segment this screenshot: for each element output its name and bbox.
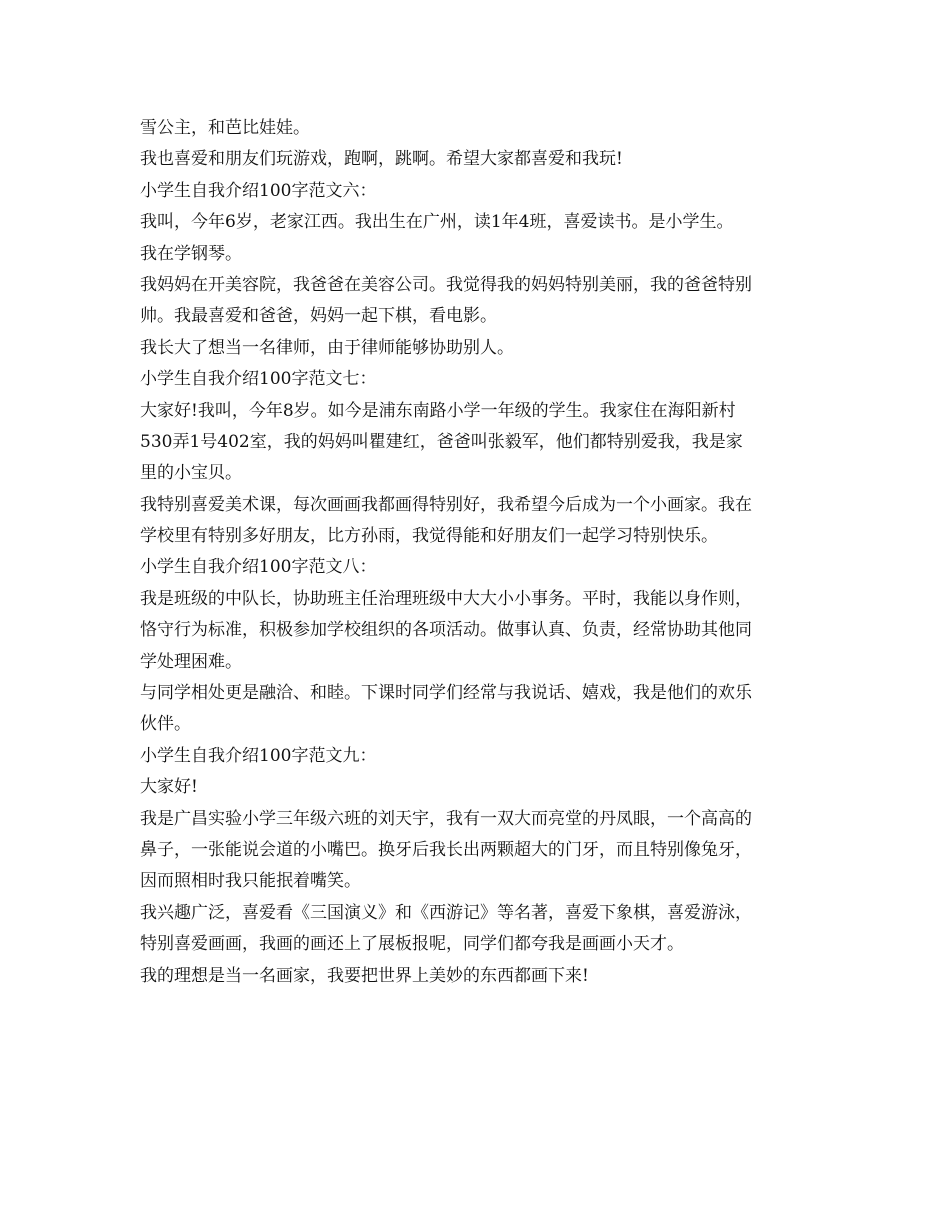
text-line: 学校里有特别多好朋友，比方孙雨，我觉得能和好朋友们一起学习特别快乐。 <box>140 526 718 547</box>
text-line: 与同学相处更是融洽、和睦。下课时同学们经常与我说话、嬉戏，我是他们的欢乐 <box>140 683 752 704</box>
text-line: 特别喜爱画画，我画的画还上了展板报呢，同学们都夸我是画画小天才。 <box>140 934 684 955</box>
text-line: 我的理想是当一名画家，我要把世界上美妙的东西都画下来! <box>140 965 589 986</box>
text-line: 恪守行为标准，积极参加学校组织的各项活动。做事认真、负责，经常协助其他同 <box>140 620 752 641</box>
section-heading: 小学生自我介绍100字范文七： <box>140 369 377 390</box>
text-line: 伙伴。 <box>140 714 191 735</box>
text-line: 我特别喜爱美术课，每次画画我都画得特别好，我希望今后成为一个小画家。我在 <box>140 494 752 515</box>
document-body <box>140 113 818 992</box>
text-line: 大家好! <box>140 777 198 798</box>
text-line: 我叫，今年6岁，老家江西。我出生在广州，读1年4班，喜爱读书。是小学生。 <box>140 212 734 233</box>
text-line: 我也喜爱和朋友们玩游戏，跑啊，跳啊。希望大家都喜爱和我玩! <box>140 149 623 170</box>
text-line: 里的小宝贝。 <box>140 463 242 484</box>
text-line: 因而照相时我只能抿着嘴笑。 <box>140 871 361 892</box>
text-line: 我兴趣广泛，喜爱看《三国演义》和《西游记》等名著，喜爱下象棋，喜爱游泳， <box>140 902 752 923</box>
text-line: 530弄1号402室，我的妈妈叫瞿建红，爸爸叫张毅军，他们都特别爱我，我是家 <box>140 431 743 452</box>
section-heading: 小学生自我介绍100字范文八： <box>140 557 377 578</box>
text-line: 鼻子，一张能说会道的小嘴巴。换牙后我长出两颗超大的门牙，而且特别像兔牙， <box>140 839 752 860</box>
text-line: 我长大了想当一名律师，由于律师能够协助别人。 <box>140 337 514 358</box>
text-line: 我是广昌实验小学三年级六班的刘天宇，我有一双大而亮堂的丹凤眼，一个高高的 <box>140 808 752 829</box>
text-line: 大家好!我叫，今年8岁。如今是浦东南路小学一年级的学生。我家住在海阳新村 <box>140 400 736 421</box>
text-line: 我是班级的中队长，协助班主任治理班级中大大小小事务。平时，我能以身作则， <box>140 588 752 609</box>
text-line: 雪公主，和芭比娃娃。 <box>140 118 310 138</box>
text-line: 学处理困难。 <box>140 651 242 672</box>
text-line: 我妈妈在开美容院，我爸爸在美容公司。我觉得我的妈妈特别美丽，我的爸爸特别 <box>140 274 752 295</box>
text-line: 我在学钢琴。 <box>140 243 242 264</box>
text-line: 帅。我最喜爱和爸爸，妈妈一起下棋，看电影。 <box>140 306 497 327</box>
section-heading: 小学生自我介绍100字范文九： <box>140 745 377 766</box>
section-heading: 小学生自我介绍100字范文六： <box>140 180 377 201</box>
